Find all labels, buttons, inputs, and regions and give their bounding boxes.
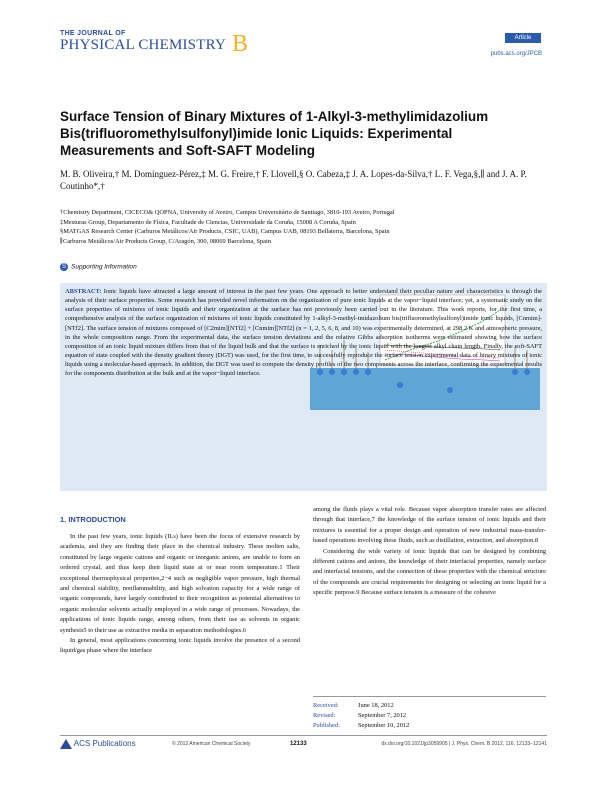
received-date: June 18, 2012	[358, 702, 394, 709]
dates-divider	[313, 696, 546, 697]
page-number: 12133	[290, 741, 307, 747]
revised-date: September 7, 2012	[358, 712, 407, 720]
section-heading-introduction: 1. INTRODUCTION	[60, 515, 126, 524]
published-date: September 10, 2012	[358, 722, 410, 730]
publisher-name: ACS Publications	[73, 739, 136, 749]
journal-name-line1: THE JOURNAL OF	[60, 30, 126, 37]
info-icon: S	[61, 264, 66, 270]
acs-logo-icon	[60, 739, 72, 749]
revised-label: Revised:	[313, 712, 336, 720]
abstract-label: ABSTRACT:	[65, 288, 102, 295]
affiliations	[60, 208, 545, 246]
abstract	[65, 287, 542, 379]
affiliation-3: §MATGAS Research Center (Carburos Metálicos/Air Products, CSIC, UAB), Campus UAB, 08193 Bellaterra, Barcelona, Spain	[60, 228, 390, 235]
article-type-badge: Article	[505, 33, 541, 43]
journal-section-letter: B	[232, 31, 249, 57]
intro-paragraph-4: Considering the wide variety of ionic liquids that can be designed by combining different cations and anions, the knowledge of their interfacial properties, namely surface and interfacial tensions, and the connection of these properties with the chemical structure of the compounds are crucial requirements for designing or selecting an ionic liquid for a specific purpose.9 Because surface tension is a measure of the cohesive	[313, 547, 546, 597]
right-column	[313, 505, 546, 599]
left-column	[60, 532, 300, 657]
intro-paragraph-1: In the past few years, ionic liquids (ILs) have been the focus of extensive research by academia, and they are finding their place in the chemical industry. These molten salts, constituted by large organic cations and organic or inorganic anions, are unable to form an ordered crystal, and thus keep their liquid state at or near room temperature.1 Their exceptional thermophysical properties,2−4 such as negligible vapor pressure, high thermal and chemical stability, nonflammability, and high solvation capacity for a wide range of organic compounds, have largely contributed to their recognition as potential alternatives to organic molecular solvents actually employed in a wide range of processes. Nowadays, the applications of ionic liquids range, among others, from their use as solvents in organic synthesis5 to their use as extractive media in separation methodologies.6	[60, 533, 300, 634]
acs-publications-logo[interactable]	[60, 739, 136, 749]
published-label: Published:	[313, 722, 340, 730]
doi-citation-link[interactable]: dx.doi.org/10.1021/jp3059905 | J. Phys. Chem. B 2012, 116, 12133−12141	[381, 741, 547, 747]
journal-url-link[interactable]: pubs.acs.org/JPCB	[490, 51, 542, 57]
intro-paragraph-2: In general, most applications concerning ionic liquids involve the presence of a second liquid/gas phase where the interface	[60, 637, 300, 655]
affiliation-4: ∥Carburos Metálicos/Air Products Group, C/Aragón, 300, 08069 Barcelona, Spain	[60, 237, 271, 245]
supporting-label: Supporting Information	[71, 263, 137, 271]
author-list: M. B. Oliveira,† M. Domínguez-Pérez,‡ M. G. Freire,† F. Llovell,§ O. Cabeza,‡ J. A. Lopes-da-Silva,† L. F. Vega,§,∥ and J. A. P. Coutinho*,†	[60, 169, 527, 191]
affiliation-2: ‡Mesturas Group, Departamento de Física, Facultade de Ciencias, Universidade da Coruña, 15008 A Coruña, Spain	[60, 218, 356, 226]
abstract-body: Ionic liquids have attracted a large amount of interest in the past few years. One approach to better understand their peculiar nature and characteristics is through the analysis of their surface properties. Some research has provided novel information on the organization of pure ionic liquids at the vapor−liquid interface; yet, a systematic study on the surface properties of mixtures of ionic liquids and their organization at the surface has not previously been carried out in the literature. This work reports, for the first time, a comprehensive analysis of the surface organization of mixtures of ionic liquids constituted by 1-alkyl-3-methyl-imidazolium bis(trifluoromethylsulfonyl)imide ionic liquids, [Cnmim]-[NTf2]. The surface tension of mixtures composed of [C2mim][NTf2] + [Cnmim][NTf2] (n = 1, 2, 5, 6, 8, and 10) was experimentally determined, at 298.2 K and atmospheric pressure, in the whole composition range. From the experimental data, the surface tension deviations and the relative Gibbs adsorption isotherms were estimated showing how the surface composition of an ionic liquid mixture differs from that of the liquid bulk and that the surface is enriched by the ionic liquid with the longest alkyl chain length. Finally, the soft-SAFT equation of state coupled with the density gradient theory (DGT) was used, for the first time, to successfully reproduce the surface tension experimental data of binary mixtures of ionic liquids using a molecular-based approach. In addition, the DGT was used to compute the density profiles of the two components across the interface, confirming the experimental results for the components distribution at the bulk and at the vapor−liquid interface.	[65, 288, 542, 378]
affiliation-1: †Chemistry Department, CICECO& QOPNA, University of Aveiro, Campus Universitário de Santiago, 3810-193 Aveiro, Portugal	[60, 209, 395, 216]
intro-paragraph-3: among the fluids plays a vital role. Because vapor absorption transfer rates are affected through that interface,7 the knowledge of the surface tension of ionic liquids and their mixtures is essential for a proper design and operation of new industrial mass-transfer-based operations involving these fluids, such as distillation, extraction, and absorption.8	[313, 506, 546, 545]
footer-divider	[60, 735, 547, 736]
supporting-information-link[interactable]	[60, 263, 137, 271]
publication-dates	[313, 701, 409, 732]
paper-title: Surface Tension of Binary Mixtures of 1-Alkyl-3-methylimidazolium Bis(trifluoromethylsulfonyl)imide Ionic Liquids: Experimental Measurements and Soft-SAFT Modeling	[60, 109, 489, 158]
received-label: Received:	[313, 702, 339, 709]
copyright: © 2012 American Chemical Society	[172, 741, 251, 747]
journal-name-line2: PHYSICAL CHEMISTRY	[60, 37, 226, 53]
